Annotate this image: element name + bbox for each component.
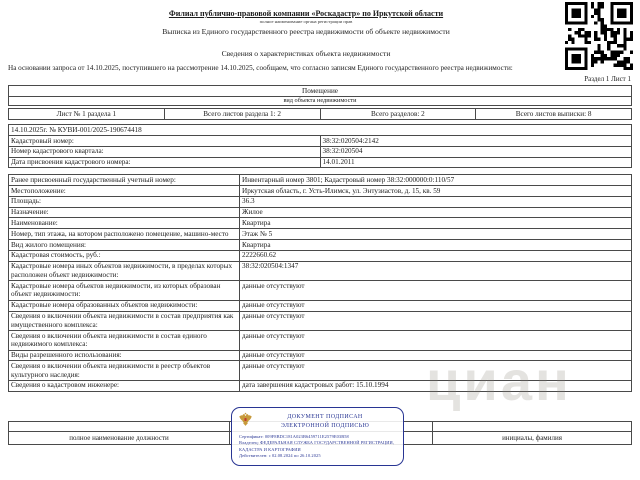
reg-value: 38:32:020504 [320,146,632,157]
object-type-value: Помещение [9,86,632,97]
table-row [9,250,632,261]
characteristics-table [8,174,632,391]
signature-right-space [433,421,632,431]
section-title: Сведения о характеристиках объекта недвижимости [221,49,391,58]
char-label: Виды разрешенного использования: [9,350,240,361]
char-label: Номер, тип этажа, на котором расположено помещение, машино-место [9,229,240,240]
coat-of-arms-icon [238,411,253,432]
char-value: 2222660.62 [240,250,632,261]
reg-label: Дата присвоения кадастрового номера: [9,157,321,168]
table-row [9,380,632,391]
table-row [9,218,632,229]
reg-value: 14.01.2011 [320,157,632,168]
sheet-info-cell: Лист № 1 раздела 1 [9,109,165,120]
char-label: Площадь: [9,196,240,207]
org-name: Филиал публично-правовой компании «Роскадастр» по Иркутской области [168,9,444,18]
object-type-table [8,85,632,106]
request-line: На основании запроса от 14.10.2025, поступившего на рассмотрение 14.10.2025, сообщаем, что согласно записям Единого государственного реестра недвижимости: [8,64,513,72]
char-value: Этаж № 5 [240,229,632,240]
sheet-info-cell: Всего листов выписки: 8 [476,109,632,120]
char-label: Местоположение: [9,186,240,197]
char-value: Квартира [240,240,632,251]
signature-left-label: полное наименование должности [9,431,230,444]
signature-right-label: инициалы, фамилия [433,431,632,444]
table-row [9,281,632,301]
document-header [0,0,612,36]
reg-value: 38:32:020504:2142 [320,136,632,147]
signature-left-space [9,421,230,431]
char-value: Жилое [240,207,632,218]
table-row [9,196,632,207]
section-page-label: Раздел 1 Лист 1 [584,75,631,83]
table-row [9,311,632,331]
char-label: Сведения о включении объекта недвижимости в состав единого недвижимого комплекса: [9,331,240,351]
table-row [9,109,632,120]
site-watermark: циан [426,349,572,412]
stamp-title-line1: ДОКУМЕНТ ПОДПИСАН [287,413,363,420]
sheet-info-cell: Всего разделов: 2 [320,109,476,120]
sheet-info-table [8,108,632,120]
stamp-title-line2: ЭЛЕКТРОННОЙ ПОДПИСЬЮ [280,422,370,429]
char-label: Вид жилого помещения: [9,240,240,251]
char-value: данные отсутствуют [240,361,632,381]
char-label: Сведения о кадастровом инженере: [9,380,240,391]
table-row [9,136,632,147]
char-value: данные отсутствуют [240,311,632,331]
char-value: дата завершения кадастровых работ: 15.10.1994 [240,380,632,391]
char-value: 36.3 [240,196,632,207]
char-label: Наименование: [9,218,240,229]
table-row [9,207,632,218]
table-row [9,146,632,157]
stamp-validity: Действителен: с 02.08.2024 по 26.10.2025 [239,453,321,459]
char-label: Кадастровые номера иных объектов недвижимости, в пределах которых расположен объект недвижимости: [9,261,240,281]
qr-code-icon [565,2,633,70]
reg-label: Кадастровый номер: [9,136,321,147]
sheet-info-cell: Всего листов раздела 1: 2 [164,109,320,120]
table-row [9,300,632,311]
stamp-header [232,408,403,433]
table-row [9,331,632,351]
table-row [9,175,632,186]
reg-label: Номер кадастрового квартала: [9,146,321,157]
table-row [9,229,632,240]
stamp-title [253,413,397,431]
char-label: Назначение: [9,207,240,218]
table-row [9,350,632,361]
table-row [9,96,632,106]
char-label: Сведения о включении объекта недвижимости в состав предприятия как имущественного комплекса: [9,311,240,331]
org-caption: полное наименование органа регистрации прав [259,19,353,24]
table-row [9,125,632,136]
table-row [9,157,632,168]
stamp-certificate: Сертификат: 009F8BDC181A023B6459711E2579E03B58 [239,434,349,439]
table-row [9,261,632,281]
registration-table [8,124,632,168]
document-title: Выписка из Единого государственного реестра недвижимости об объекте недвижимости [162,27,450,36]
request-number: 14.10.2025г. № КУВИ-001/2025-190674418 [9,125,632,136]
table-row [9,361,632,381]
char-value: данные отсутствуют [240,350,632,361]
char-label: Ранее присвоенный государственный учетный номер: [9,175,240,186]
object-type-caption: вид объекта недвижимости [9,96,632,106]
table-row [9,186,632,197]
char-value: данные отсутствуют [240,331,632,351]
char-value: 38:32:020504:1347 [240,261,632,281]
char-value: данные отсутствуют [240,300,632,311]
stamp-owner: Владелец: ФЕДЕРАЛЬНАЯ СЛУЖБА ГОСУДАРСТВЕННОЙ РЕГИСТРАЦИИ, КАДАСТРА И КАРТОГРАФИИ [239,440,395,452]
table-row [9,86,632,97]
char-label: Кадастровые номера объектов недвижимости, из которых образован объект недвижимости: [9,281,240,301]
char-value: Иркутская область, г. Усть-Илимск, ул. Энтузиастов, д. 15, кв. 59 [240,186,632,197]
char-value: Инвентарный номер 3801; Кадастровый номер 38:32:000000:0:110/57 [240,175,632,186]
char-value: Квартира [240,218,632,229]
digital-signature-stamp [231,407,404,466]
table-row [9,240,632,251]
char-label: Кадастровые номера образованных объектов недвижимости: [9,300,240,311]
char-value: данные отсутствуют [240,281,632,301]
char-label: Сведения о включении объекта недвижимости в реестр объектов культурного наследия: [9,361,240,381]
char-label: Кадастровая стоимость, руб.: [9,250,240,261]
